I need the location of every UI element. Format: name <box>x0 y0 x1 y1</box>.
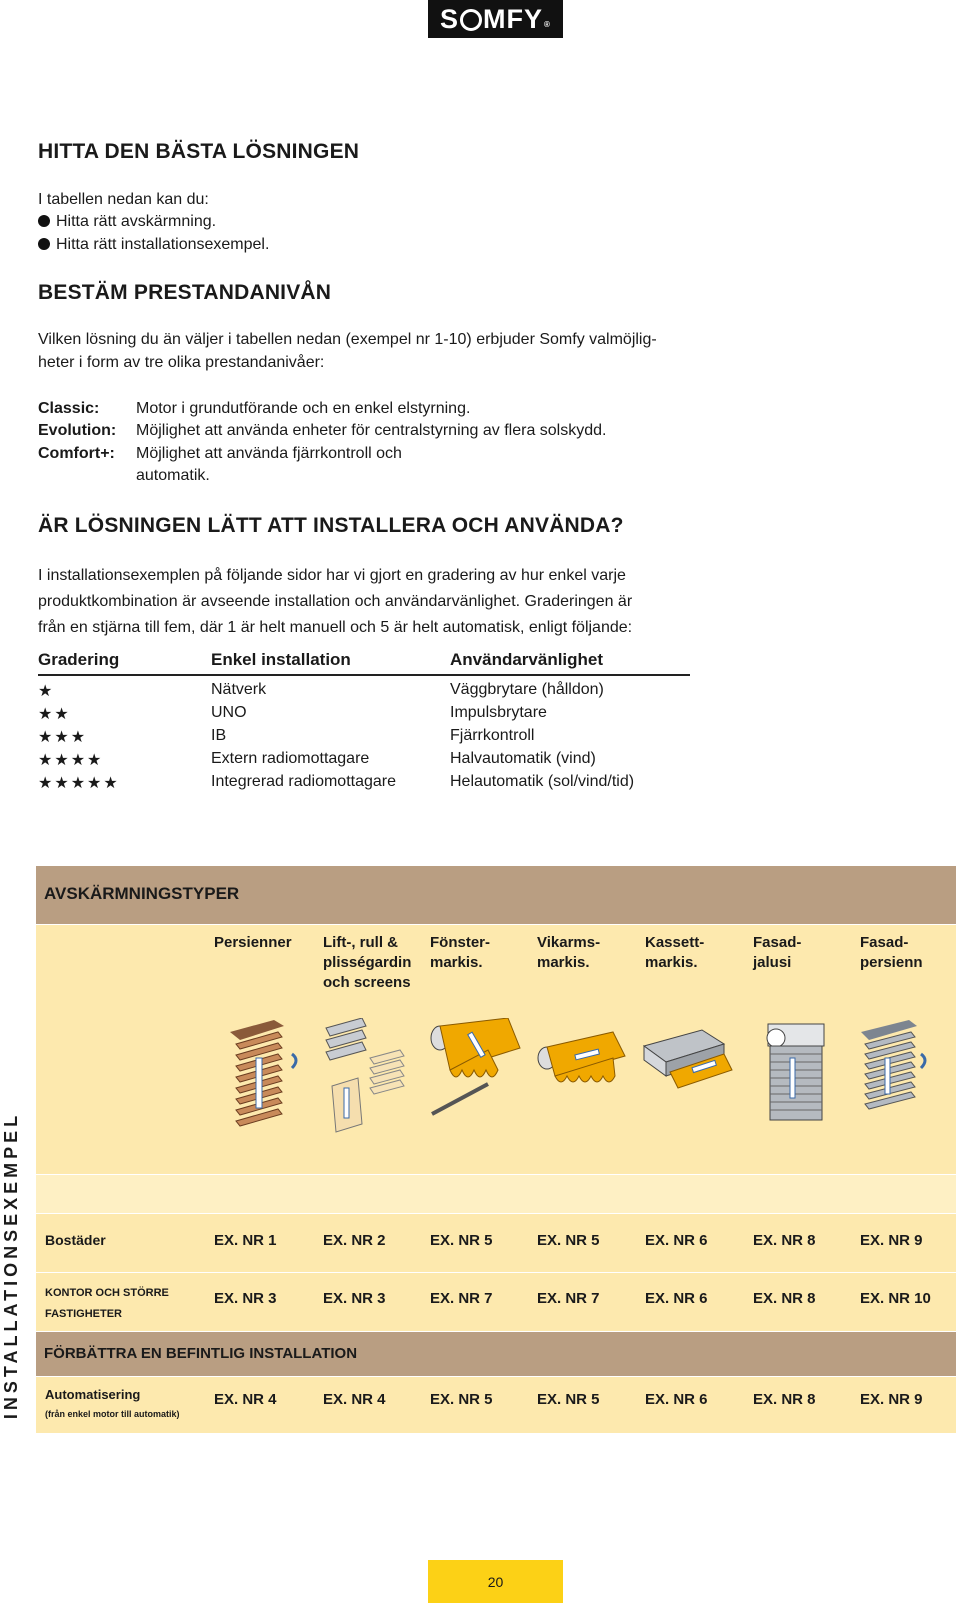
level-definition: Möjlighet att använda enheter för centralstyrning av flera solskydd. <box>136 422 607 439</box>
paragraph-line: produktkombination är avseende installation och användarvänlighet. Graderingen är <box>38 593 633 610</box>
paragraph-line: Vilken lösning du än väljer i tabellen nedan (exempel nr 1-10) erbjuder Somfy valmöjlig- <box>38 331 657 348</box>
page-number: 20 <box>428 1560 563 1603</box>
example-cell: EX. NR 10 <box>860 1290 931 1307</box>
row-label-line: Automatisering <box>45 1387 141 1402</box>
paragraph-line: från en stjärna till fem, där 1 är helt manuell och 5 är helt automatisk, enligt följande: <box>38 619 633 636</box>
column-header-line: Fasad- <box>753 934 802 951</box>
row-label-line: KONTOR OCH STÖRRE <box>45 1287 169 1299</box>
column-header-line: Fönster- <box>430 934 490 951</box>
column-header-line: jalusi <box>753 954 792 971</box>
column-header-line: plisségardin <box>323 954 412 971</box>
table-row <box>36 1214 956 1272</box>
star-rating: ★★★ <box>38 729 88 746</box>
example-cell: EX. NR 7 <box>537 1290 600 1307</box>
row-label <box>45 1283 169 1325</box>
column-header <box>430 933 490 973</box>
bullet-text: Hitta rätt installationsexempel. <box>56 236 270 253</box>
example-cell: EX. NR 5 <box>537 1232 600 1249</box>
column-header-line: markis. <box>430 954 483 971</box>
window-awning-icon <box>428 1018 524 1138</box>
example-cell: EX. NR 5 <box>430 1391 493 1408</box>
improve-header-band <box>36 1332 956 1376</box>
example-cell: EX. NR 4 <box>323 1391 386 1408</box>
roller-blind-icon <box>322 1018 414 1138</box>
example-cell: EX. NR 4 <box>214 1391 277 1408</box>
column-header-line: Persienner <box>214 934 292 951</box>
level-term: Comfort+: <box>38 445 115 462</box>
bullet-item <box>38 233 269 256</box>
exterior-venetian-icon <box>748 1018 844 1138</box>
bullet-icon <box>38 238 50 250</box>
row-label: Bostäder <box>45 1232 106 1248</box>
usability-value: Impulsbrytare <box>450 704 547 721</box>
folding-arm-awning-icon <box>535 1018 631 1138</box>
installation-examples-side-label <box>1 1110 23 1420</box>
column-header-line: Fasad- <box>860 934 909 951</box>
install-header: Enkel installation <box>211 650 351 669</box>
usability-value: Fjärrkontroll <box>450 727 535 744</box>
side-label-text: INSTALLATIONSEXEMPEL <box>1 1111 22 1419</box>
section-title-performance: BESTÄM PRESTANDANIVÅN <box>38 281 332 304</box>
level-definition-line: Möjlighet att använda fjärrkontroll och <box>136 445 402 462</box>
bullet-item <box>38 210 216 233</box>
logo-o-icon <box>460 9 482 31</box>
column-header-line: Lift-, rull & <box>323 934 398 951</box>
example-cell: EX. NR 2 <box>323 1232 386 1249</box>
bullet-text: Hitta rätt avskärmning. <box>56 213 217 230</box>
table-row <box>36 1273 956 1331</box>
level-definition <box>136 443 656 487</box>
example-cell: EX. NR 1 <box>214 1232 277 1249</box>
install-value: Nätverk <box>211 681 267 698</box>
grading-header: Gradering <box>38 650 120 669</box>
row-label-line: FASTIGHETER <box>45 1308 123 1320</box>
example-cell: EX. NR 5 <box>430 1232 493 1249</box>
example-cell: EX. NR 9 <box>860 1391 923 1408</box>
intro-text: I tabellen nedan kan du: <box>38 191 209 208</box>
ease-paragraph <box>38 563 728 641</box>
column-header-line: persienn <box>860 954 923 971</box>
venetian-blind-icon <box>222 1018 314 1138</box>
column-header-line: markis. <box>645 954 698 971</box>
star-rating: ★★★★★ <box>38 775 120 792</box>
screen-types-header-band <box>36 866 956 924</box>
example-cell: EX. NR 6 <box>645 1391 708 1408</box>
table-row <box>36 1377 956 1433</box>
level-definition: Motor i grundutförande och en enkel elstyrning. <box>136 400 471 417</box>
example-cell: EX. NR 6 <box>645 1290 708 1307</box>
row-sublabel: (från enkel motor till automatik) <box>45 1409 180 1419</box>
example-cell: EX. NR 3 <box>214 1290 277 1307</box>
level-term: Evolution: <box>38 422 117 439</box>
example-cell: EX. NR 5 <box>537 1391 600 1408</box>
column-header <box>753 933 801 973</box>
performance-paragraph <box>38 328 718 374</box>
example-cell: EX. NR 3 <box>323 1290 386 1307</box>
column-header-line: Vikarms- <box>537 934 601 951</box>
install-value: Integrerad radiomottagare <box>211 773 396 790</box>
example-cell: EX. NR 9 <box>860 1232 923 1249</box>
star-rating: ★★ <box>38 706 71 723</box>
column-header <box>645 933 704 973</box>
screen-types-title: AVSKÄRMNINGSTYPER <box>44 884 240 903</box>
row-label <box>45 1385 180 1423</box>
example-cell: EX. NR 6 <box>645 1232 708 1249</box>
grading-divider <box>38 674 690 676</box>
column-header-line: och screens <box>323 974 411 991</box>
usability-value: Halvautomatik (vind) <box>450 750 596 767</box>
usability-value: Helautomatik (sol/vind/tid) <box>450 773 635 790</box>
level-definition-line: automatik. <box>136 467 210 484</box>
example-cell: EX. NR 8 <box>753 1391 816 1408</box>
example-cell: EX. NR 7 <box>430 1290 493 1307</box>
section-title-ease: ÄR LÖSNINGEN LÄTT ATT INSTALLERA OCH ANVÄNDA? <box>38 514 624 537</box>
exterior-blind-icon <box>855 1018 951 1138</box>
column-header <box>860 933 923 973</box>
somfy-logo: S MFY ® <box>428 0 563 38</box>
paragraph-line: I installationsexemplen på följande sidor har vi gjort en gradering av hur enkel varje <box>38 567 626 584</box>
star-rating: ★★★★ <box>38 752 104 769</box>
column-header-line: Kassett- <box>645 934 705 951</box>
install-value: IB <box>211 727 227 744</box>
example-cell: EX. NR 8 <box>753 1290 816 1307</box>
column-header <box>323 933 411 993</box>
spacer-band <box>36 1175 956 1213</box>
column-header <box>537 933 600 973</box>
example-cell: EX. NR 8 <box>753 1232 816 1249</box>
column-header <box>214 933 292 953</box>
cassette-awning-icon <box>640 1018 736 1138</box>
level-term: Classic: <box>38 400 100 417</box>
install-value: Extern radiomottagare <box>211 750 370 767</box>
star-rating: ★ <box>38 683 55 700</box>
column-header-line: markis. <box>537 954 590 971</box>
section-title-best-solution: HITTA DEN BÄSTA LÖSNINGEN <box>38 140 360 163</box>
install-value: UNO <box>211 704 247 721</box>
improve-title: FÖRBÄTTRA EN BEFINTLIG INSTALLATION <box>44 1345 358 1362</box>
bullet-icon <box>38 215 50 227</box>
usability-value: Väggbrytare (hålldon) <box>450 681 604 698</box>
usability-header: Användarvänlighet <box>450 650 604 669</box>
paragraph-line: heter i form av tre olika prestandanivåer: <box>38 354 325 371</box>
